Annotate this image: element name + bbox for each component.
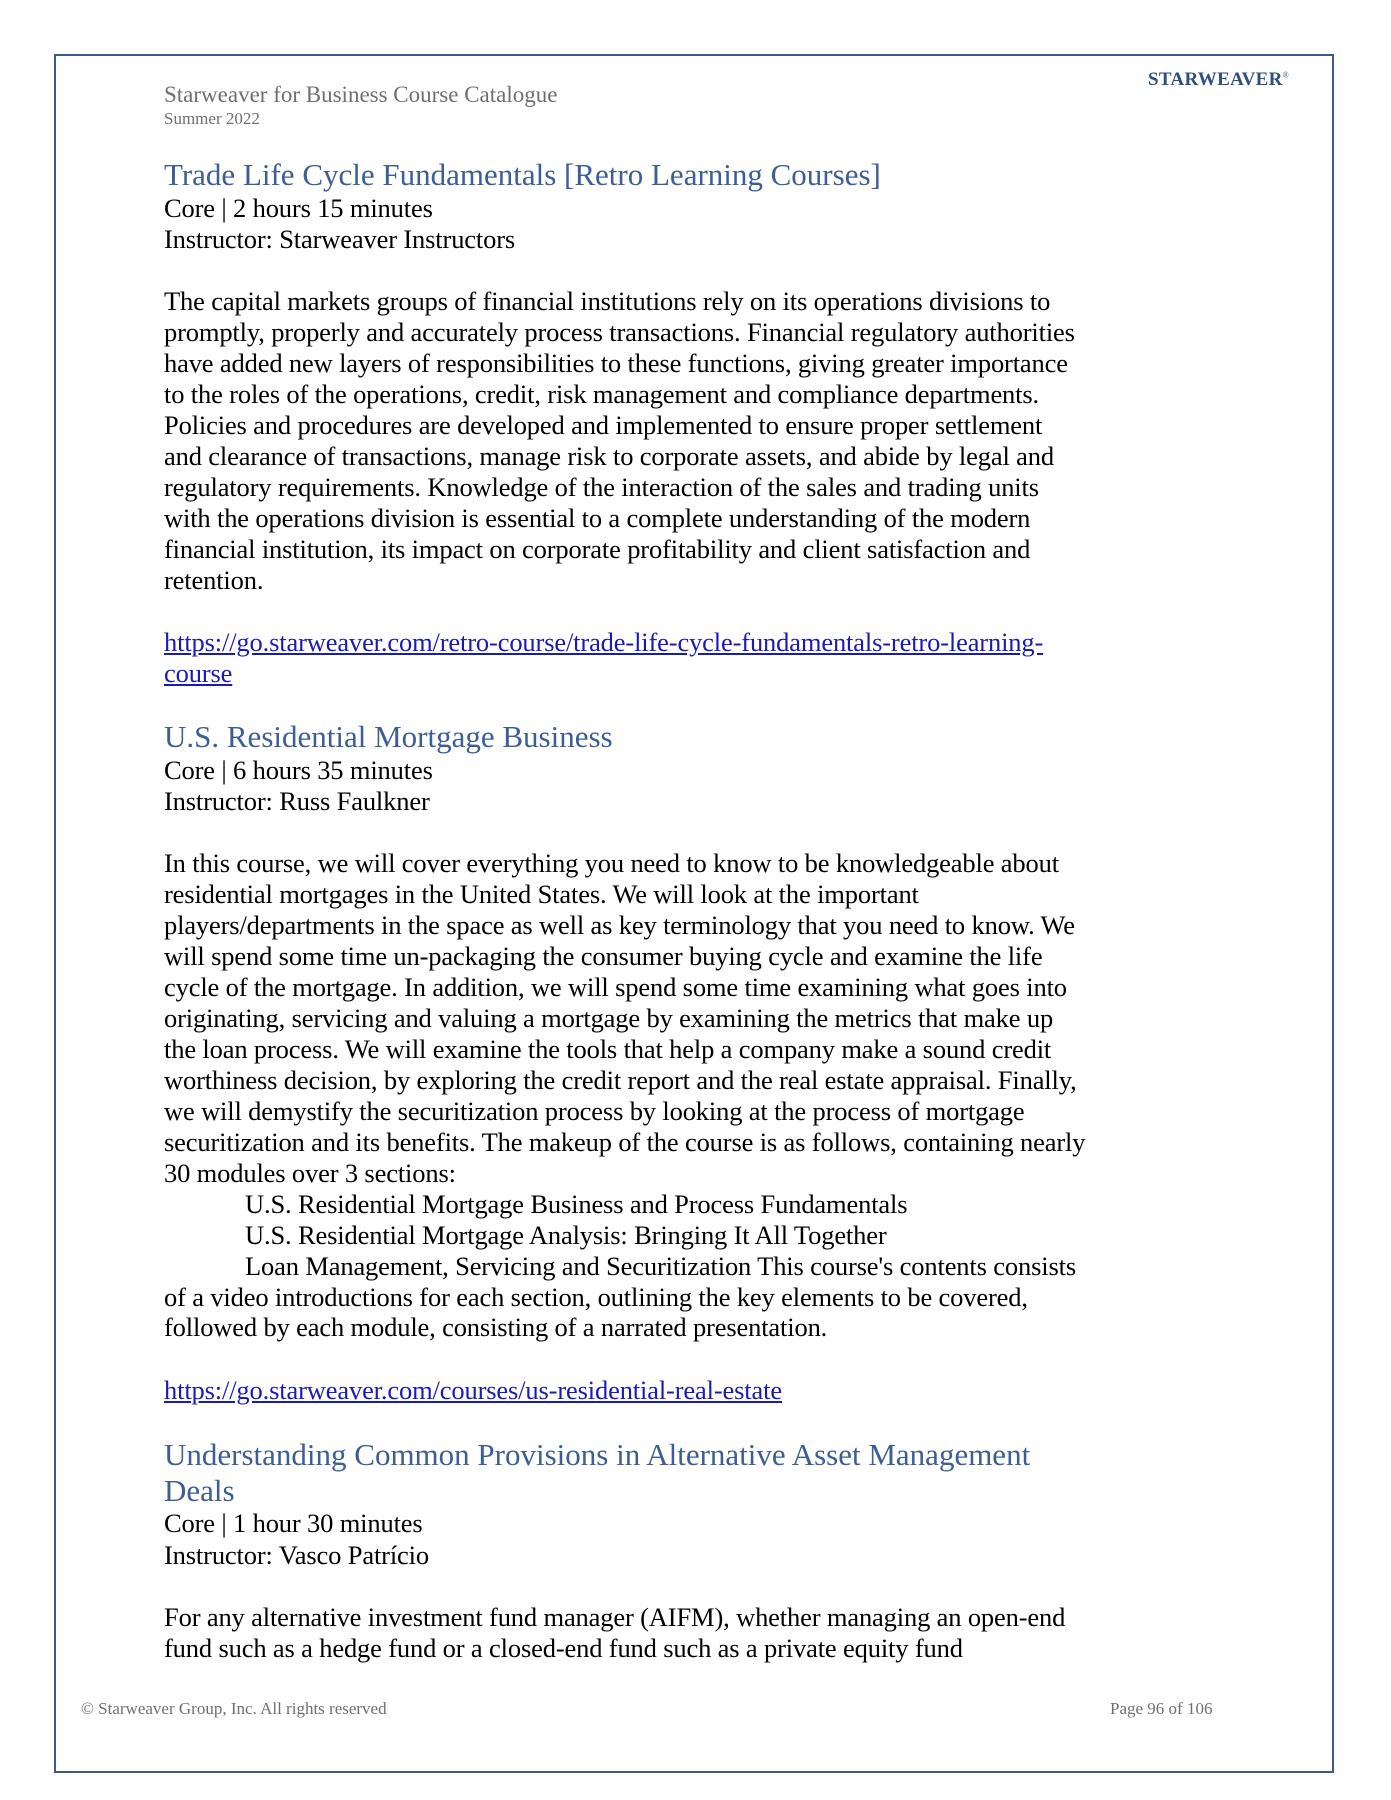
catalogue-edition: Summer 2022 — [164, 109, 260, 128]
description-line: we will demystify the securitization process by looking at the process of mortgage — [164, 1096, 1025, 1126]
description-line: followed by each module, consisting of a narrated presentation. — [164, 1312, 828, 1342]
course-title: Understanding Common Provisions in Alternative Asset Management — [164, 1437, 1031, 1472]
description-line: originating, servicing and valuing a mortgage by examining the metrics that make up — [164, 1003, 1054, 1033]
course-instructor: Instructor: Russ Faulkner — [164, 786, 430, 816]
registered-mark: ® — [1282, 70, 1290, 80]
course-link-continued[interactable]: course — [164, 658, 233, 688]
course-title-continued: Deals — [164, 1473, 235, 1508]
description-line: players/departments in the space as well as key terminology that you need to know. We — [164, 910, 1075, 940]
description-line: residential mortgages in the United States. We will look at the important — [164, 879, 919, 909]
description-line: securitization and its benefits. The makeup of the course is as follows, containing nearly — [164, 1127, 1086, 1157]
course-section-item: U.S. Residential Mortgage Analysis: Bringing It All Together — [245, 1220, 887, 1250]
description-line: fund such as a hedge fund or a closed-end fund such as a private equity fund — [164, 1633, 963, 1663]
description-line: the loan process. We will examine the tools that help a company make a sound credit — [164, 1034, 1052, 1064]
page-number: Page 96 of 106 — [1110, 1699, 1213, 1718]
catalogue-title: Starweaver for Business Course Catalogue — [164, 82, 558, 107]
description-line: financial institution, its impact on corporate profitability and client satisfaction and — [164, 534, 1031, 564]
course-link[interactable]: https://go.starweaver.com/retro-course/trade-life-cycle-fundamentals-retro-learning- — [164, 627, 1044, 657]
description-line: retention. — [164, 565, 264, 595]
course-meta: Core | 6 hours 35 minutes — [164, 755, 433, 785]
description-line: 30 modules over 3 sections: — [164, 1158, 456, 1188]
course-instructor: Instructor: Vasco Patrício — [164, 1540, 429, 1570]
description-line: Policies and procedures are developed and implemented to ensure proper settlement — [164, 410, 1043, 440]
course-title: U.S. Residential Mortgage Business — [164, 719, 613, 754]
course-link[interactable]: https://go.starweaver.com/courses/us-residential-real-estate — [164, 1375, 782, 1405]
course-instructor: Instructor: Starweaver Instructors — [164, 224, 516, 254]
description-line: and clearance of transactions, manage risk to corporate assets, and abide by legal and — [164, 441, 1054, 471]
description-line: will spend some time un-packaging the consumer buying cycle and examine the life — [164, 941, 1043, 971]
description-line: to the roles of the operations, credit, risk management and compliance departments. — [164, 379, 1040, 409]
copyright-notice: © Starweaver Group, Inc. All rights reserved — [81, 1699, 387, 1718]
description-line: The capital markets groups of financial institutions rely on its operations divisions to — [164, 286, 1051, 316]
description-line: promptly, properly and accurately process transactions. Financial regulatory authorities — [164, 317, 1075, 347]
starweaver-logo — [1148, 70, 1289, 89]
description-line: of a video introductions for each section, outlining the key elements to be covered, — [164, 1282, 1028, 1312]
course-section-item: U.S. Residential Mortgage Business and Process Fundamentals — [245, 1189, 908, 1219]
description-line: cycle of the mortgage. In addition, we will spend some time examining what goes into — [164, 972, 1067, 1002]
course-section-item: Loan Management, Servicing and Securitization This course's contents consists — [245, 1251, 1076, 1281]
description-line: have added new layers of responsibilities to these functions, giving greater importance — [164, 348, 1068, 378]
description-line: In this course, we will cover everything you need to know to be knowledgeable about — [164, 848, 1059, 878]
description-line: with the operations division is essential to a complete understanding of the modern — [164, 503, 1031, 533]
course-meta: Core | 1 hour 30 minutes — [164, 1508, 423, 1538]
logo-text: STARWEAVER — [1148, 69, 1283, 90]
description-line: For any alternative investment fund manager (AIFM), whether managing an open-end — [164, 1602, 1066, 1632]
course-title: Trade Life Cycle Fundamentals [Retro Learning Courses] — [164, 157, 881, 192]
course-meta: Core | 2 hours 15 minutes — [164, 193, 433, 223]
description-line: worthiness decision, by exploring the credit report and the real estate appraisal. Finally, — [164, 1065, 1077, 1095]
description-line: regulatory requirements. Knowledge of the interaction of the sales and trading units — [164, 472, 1039, 502]
